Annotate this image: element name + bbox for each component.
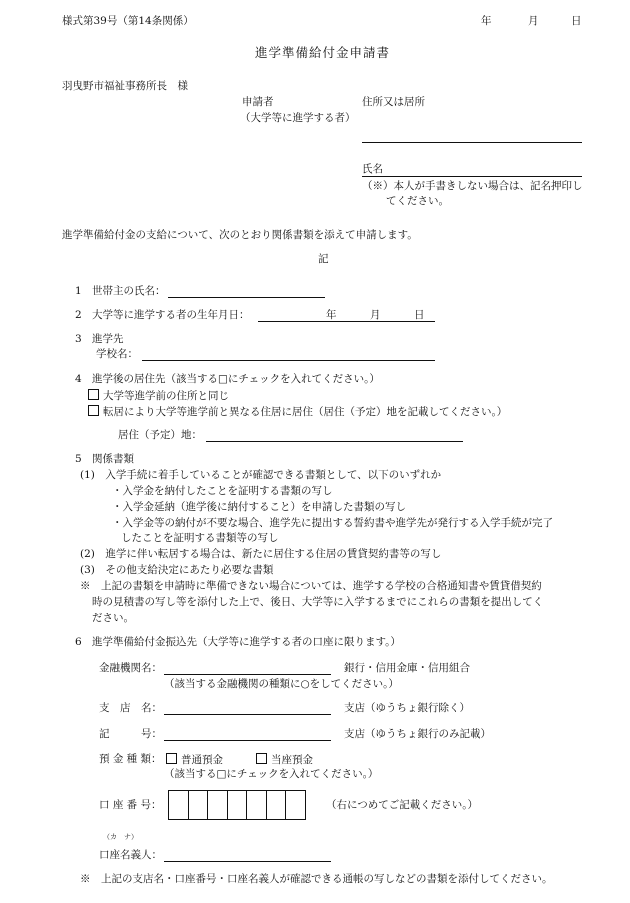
branch-name-label: 支 店 名：: [99, 702, 162, 714]
addressee: 羽曳野市福祉事務所長 様: [62, 80, 188, 92]
applicant-sublabel: （大学等に進学する者）: [240, 112, 356, 124]
seal-note-line2: てください。: [386, 195, 449, 207]
branch-note: 支店（ゆうちょ銀行除く）: [344, 702, 470, 714]
item2-number: 2: [75, 309, 82, 321]
date-day-label: 日: [571, 15, 582, 27]
residence-option-moved[interactable]: [88, 405, 507, 419]
seal-note-line1: （※）本人が手書きしない場合は、記名押印し: [362, 180, 583, 192]
item1-label: 世帯主の氏名：: [92, 285, 166, 297]
school-name-label: 学校名：: [96, 348, 138, 360]
checkbox-same-address[interactable]: [88, 389, 99, 400]
account-type-label: 預 金 種 類：: [99, 753, 162, 765]
residence-label: 居住（予定）地：: [118, 429, 202, 441]
account-holder-label: 口座名義人：: [99, 849, 162, 861]
checkbox-moved-address[interactable]: [88, 405, 99, 416]
account-digit-box[interactable]: [208, 791, 228, 819]
residence-option-same-label: 大学等進学前の住所と同じ: [103, 390, 229, 402]
date-year-label: 年: [481, 15, 492, 27]
item1-number: 1: [75, 285, 82, 297]
account-digit-box[interactable]: [286, 791, 305, 819]
item6-number: 6: [75, 636, 82, 648]
date-month-label: 月: [528, 15, 539, 27]
account-digit-box[interactable]: [169, 791, 189, 819]
checkbox-ordinary-deposit[interactable]: [166, 753, 177, 764]
bank-type-note: （該当する金融機関の種類に○をしてください。）: [164, 678, 399, 690]
school-name-field[interactable]: [142, 360, 435, 361]
name-field[interactable]: [362, 176, 582, 177]
account-digit-box[interactable]: [189, 791, 209, 819]
birth-year-label: 年: [326, 309, 337, 321]
residence-field[interactable]: [206, 441, 463, 442]
account-number-label: 口 座 番 号：: [99, 799, 162, 811]
docs-bullet3-line2: したことを証明する書類等の写し: [121, 532, 279, 544]
kana-label: （カ ナ）: [103, 833, 138, 841]
docs-bullet1: ・入学金を納付したことを証明する書類の写し: [112, 485, 333, 497]
birth-day-label: 日: [414, 309, 425, 321]
applicant-label: 申請者: [242, 96, 274, 108]
address-label: 住所又は居所: [362, 96, 425, 108]
residence-option-moved-label: 転居により大学等進学前と異なる住居に居住（居住（予定）地を記載してください。）: [103, 406, 508, 418]
residence-option-same[interactable]: [88, 389, 229, 403]
docs-note-line1: ※ 上記の書類を申請時に準備できない場合については、進学する学校の合格通知書や賃貸借契約: [80, 580, 542, 592]
symbol-label: 記 号：: [99, 728, 162, 740]
household-head-name-field[interactable]: [168, 297, 325, 298]
item4-number: 4: [75, 373, 82, 385]
item6-label: 進学準備給付金振込先（大学等に進学する者の口座に限ります。）: [92, 636, 401, 648]
docs-bullet2: ・入学金延納（進学後に納付すること）を申請した書類の写し: [112, 501, 406, 513]
document-title: 進学準備給付金申請書: [255, 45, 391, 60]
form-number: 様式第39号（第14条関係）: [62, 15, 194, 27]
intro-text: 進学準備給付金の支給について、次のとおり関係書類を添えて申請します。: [62, 229, 418, 241]
branch-name-field[interactable]: [164, 714, 331, 715]
account-type-current[interactable]: [256, 753, 313, 767]
account-type-note: （該当する□にチェックを入れてください。）: [164, 768, 379, 780]
docs-sub2: (2) 進学に伴い転居する場合は、新たに居住する住居の賃貸契約書等の写し: [80, 548, 442, 560]
account-holder-field[interactable]: [164, 861, 331, 862]
birth-month-label: 月: [370, 309, 381, 321]
account-digit-box[interactable]: [267, 791, 287, 819]
checkbox-current-deposit[interactable]: [256, 753, 267, 764]
docs-sub1: (1) 入学手続に着手していることが確認できる書類として、以下のいずれか: [80, 469, 442, 481]
footer-note: ※ 上記の支店名・口座番号・口座名義人が確認できる通帳の写しなどの書類を添付してください。: [80, 873, 553, 885]
item2-label: 大学等に進学する者の生年月日：: [92, 309, 250, 321]
item5-label: 関係書類: [92, 453, 134, 465]
docs-note-line3: ださい。: [92, 612, 134, 624]
name-label: 氏名: [362, 163, 383, 175]
account-number-note: （右につめてご記載ください。）: [326, 799, 479, 811]
item3-label: 進学先: [92, 333, 124, 345]
item4-label: 進学後の居住先（該当する□にチェックを入れてください。）: [92, 373, 380, 385]
account-type-current-label: 当座預金: [271, 754, 313, 766]
symbol-field[interactable]: [164, 740, 331, 741]
docs-sub3: (3) その他支給決定にあたり必要な書類: [80, 564, 274, 576]
item5-number: 5: [75, 453, 82, 465]
item3-number: 3: [75, 333, 82, 345]
account-digit-box[interactable]: [247, 791, 267, 819]
account-digit-box[interactable]: [228, 791, 248, 819]
ki-heading: 記: [318, 253, 329, 265]
account-type-ordinary-label: 普通預金: [181, 754, 223, 766]
bank-name-label: 金融機関名：: [99, 662, 162, 674]
docs-bullet3-line1: ・入学金等の納付が不要な場合、進学先に提出する誓約書や進学先が発行する入学手続が完了: [112, 517, 553, 529]
docs-note-line2: 時の見積書の写し等を添付した上で、後日、大学等に入学するまでにこれらの書類を提出してく: [92, 596, 544, 608]
bank-types[interactable]: 銀行・信用金庫・信用組合: [344, 662, 470, 674]
birthdate-field[interactable]: [258, 321, 435, 322]
account-number-boxes[interactable]: [168, 790, 306, 820]
bank-name-field[interactable]: [164, 674, 331, 675]
address-field[interactable]: [362, 142, 582, 143]
account-type-ordinary[interactable]: [166, 753, 223, 767]
symbol-note: 支店（ゆうちょ銀行のみ記載）: [344, 728, 491, 740]
